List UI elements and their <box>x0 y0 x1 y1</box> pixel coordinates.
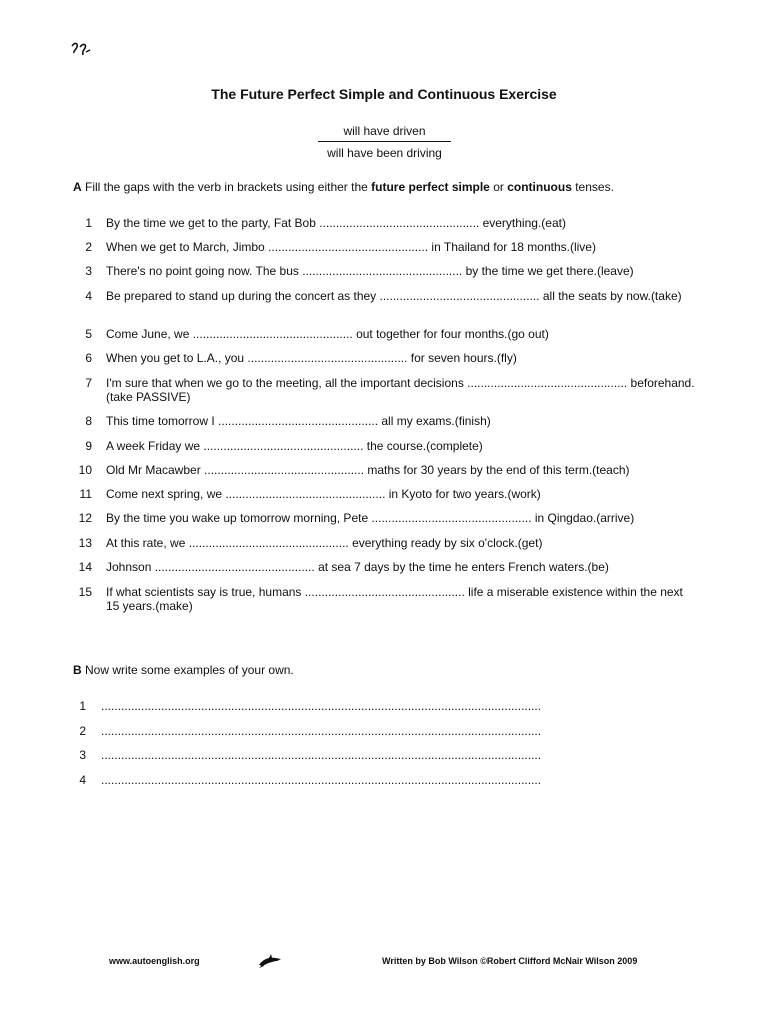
section-b-text: Now write some examples of your own. <box>81 663 294 677</box>
section-a-letter: A <box>73 180 82 194</box>
item-number: 7 <box>85 376 92 390</box>
answer-dots: .................................................................................................................................... <box>101 748 542 762</box>
answer-number: 3 <box>79 748 86 762</box>
item-text: Come June, we ................................................ out together for four months.(go out) <box>106 327 549 341</box>
item-text: At this rate, we ................................................ everything ready by six o'clock.(get) <box>106 536 543 550</box>
instr-text-3: tenses. <box>571 180 614 194</box>
instr-bold-2: continuous <box>507 180 572 194</box>
item-text: When we get to March, Jimbo ................................................ in Thailand for 18 months.(live) <box>106 240 596 254</box>
item-text: When you get to L.A., you ................................................ for seven hours.(fly) <box>106 351 517 365</box>
item-number: 13 <box>78 536 92 550</box>
item-number: 6 <box>85 351 92 365</box>
answer-number: 2 <box>79 724 86 738</box>
fraction-divider <box>318 141 451 142</box>
answer-dots: .................................................................................................................................... <box>101 724 542 738</box>
example-top: will have driven <box>343 124 426 138</box>
item-text: Come next spring, we ................................................ in Kyoto for two years.(work) <box>106 487 541 501</box>
item-number: 11 <box>79 487 92 501</box>
footer-website: www.autoenglish.org <box>109 956 200 966</box>
item-text: By the time you wake up tomorrow morning, Pete ................................................ in Qingdao.(arrive) <box>106 511 635 525</box>
bird-logo-icon <box>70 40 92 58</box>
item-number: 1 <box>85 216 92 230</box>
item-number: 9 <box>85 439 92 453</box>
item-number: 5 <box>85 327 92 341</box>
item-text: There's no point going now. The bus ................................................ by the time we get there.(leave) <box>106 264 634 278</box>
instr-text-1: Fill the gaps with the verb in brackets using either the <box>81 180 372 194</box>
item-number: 2 <box>85 240 92 254</box>
answer-dots: .................................................................................................................................... <box>101 699 542 713</box>
answer-number: 4 <box>79 773 86 787</box>
item-number: 4 <box>85 289 92 303</box>
item-text: Old Mr Macawber ................................................ maths for 30 years by the end of this term.(teach) <box>106 463 630 477</box>
item-number: 14 <box>78 560 92 574</box>
item-text: I'm sure that when we go to the meeting, all the important decisions ................................................ beforehand.(take PASSIVE) <box>106 376 695 404</box>
dolphin-icon <box>258 953 282 969</box>
item-text: Be prepared to stand up during the concert as they ................................................ all the seats by now.(take) <box>106 289 682 303</box>
instr-bold-1: future perfect simple <box>371 180 490 194</box>
item-number: 3 <box>85 264 92 278</box>
item-text: Johnson ................................................ at sea 7 days by the time he enters French waters.(be) <box>106 560 609 574</box>
item-number: 10 <box>78 463 92 477</box>
example-bottom: will have been driving <box>327 146 442 160</box>
item-number: 12 <box>78 511 92 525</box>
page-title: The Future Perfect Simple and Continuous Exercise <box>211 86 557 102</box>
section-a-instructions <box>73 180 614 194</box>
item-text: By the time we get to the party, Fat Bob ................................................ everything.(eat) <box>106 216 566 230</box>
item-number: 8 <box>85 414 92 428</box>
item-text: This time tomorrow I ................................................ all my exams.(finish) <box>106 414 491 428</box>
section-b-instructions <box>73 663 294 677</box>
answer-dots: .................................................................................................................................... <box>101 773 542 787</box>
answer-number: 1 <box>79 699 86 713</box>
item-text: A week Friday we ................................................ the course.(complete) <box>106 439 483 453</box>
section-b-letter: B <box>73 663 82 677</box>
instr-text-2: or <box>489 180 508 194</box>
item-number: 15 <box>78 585 92 599</box>
item-text: If what scientists say is true, humans ................................................ life a miserable existence within the next 15 years.(make) <box>106 585 683 613</box>
example-fraction <box>318 123 451 161</box>
footer-copyright: Written by Bob Wilson ©Robert Clifford McNair Wilson 2009 <box>382 956 638 966</box>
